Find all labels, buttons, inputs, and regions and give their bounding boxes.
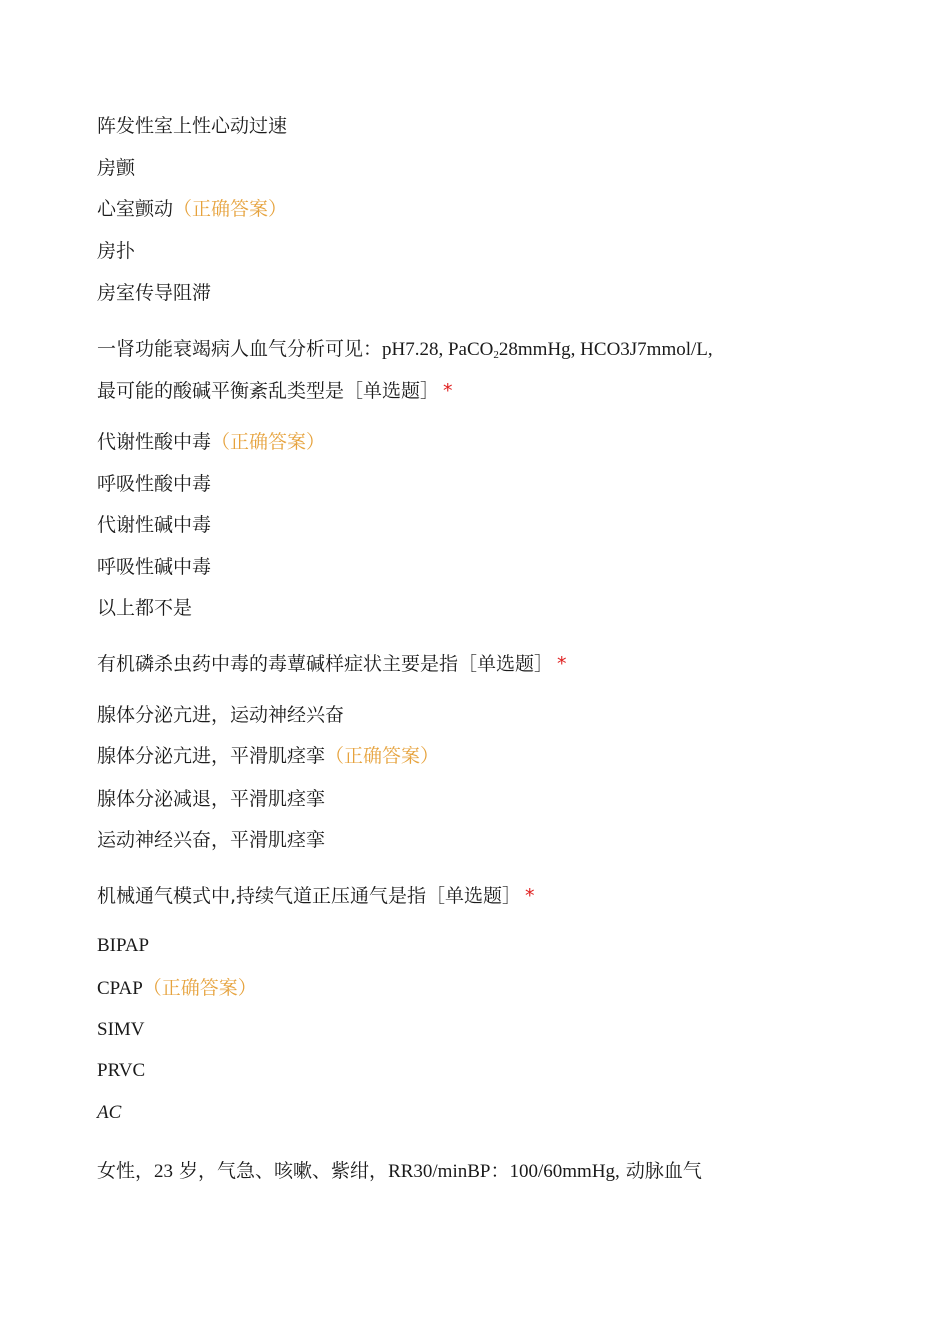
correct-answer-tag: （正确答案） (142, 977, 257, 999)
option-text: 呼吸性碱中毒 (97, 556, 212, 578)
option-text: 代谢性酸中毒 (97, 431, 212, 453)
option-text: 阵发性室上性心动过速 (97, 115, 288, 137)
question-text: 一肾功能衰竭病人血气分析可见： (97, 338, 383, 360)
option-text: 腺体分泌减退，平滑肌痉挛 (97, 788, 326, 810)
option-text: 腺体分泌亢进，运动神经兴奋 (97, 704, 345, 726)
question-stem (97, 884, 535, 908)
required-mark: * (443, 380, 453, 402)
correct-answer-tag: （正确答案） (211, 431, 326, 453)
option-text: 房室传导阻滞 (97, 282, 212, 304)
question-text-latin: 23 (154, 1161, 174, 1182)
option-text: PRVC (97, 1060, 146, 1081)
option-item (97, 555, 211, 579)
option-item (97, 1101, 121, 1125)
option-text: 心室颤动 (97, 198, 174, 220)
option-item (97, 114, 287, 138)
required-mark: * (525, 885, 535, 907)
question-text-latin: 28mmHg, HCO3J7mmol/L, (498, 339, 713, 360)
option-item (97, 934, 149, 958)
option-item (97, 703, 344, 727)
option-text: 腺体分泌亢进，平滑肌痉挛 (97, 745, 326, 767)
question-stem (97, 337, 713, 362)
option-item-correct (97, 197, 287, 221)
question-text: 岁，气急、咳嗽、紫绀， (173, 1160, 389, 1182)
question-stem (97, 1159, 702, 1184)
question-text: 动脉血气 (619, 1160, 702, 1182)
question-text-latin: pH7.28, PaCO (382, 339, 494, 360)
question-stem-line2 (97, 379, 453, 403)
question-text-latin: RR30/minBP：100/60mmHg, (388, 1161, 620, 1182)
option-text: 以上都不是 (97, 597, 193, 619)
option-item (97, 1059, 145, 1083)
option-item (97, 239, 135, 263)
option-item-correct (97, 744, 439, 768)
option-item-correct (97, 430, 325, 454)
option-text: 运动神经兴奋，平滑肌痉挛 (97, 829, 326, 851)
question-text: 有机磷杀虫药中毒的毒蕈碱样症状主要是指［单选题］ (97, 653, 554, 675)
option-text: 房颤 (97, 157, 136, 179)
option-item (97, 472, 211, 496)
correct-answer-tag: （正确答案） (173, 198, 288, 220)
question-stem (97, 652, 567, 676)
option-item (97, 828, 325, 852)
option-item (97, 1018, 145, 1042)
option-item (97, 281, 211, 305)
subscript: 2 (493, 349, 499, 361)
option-item (97, 156, 135, 180)
option-item (97, 513, 211, 537)
question-text: 女性， (97, 1160, 155, 1182)
option-item (97, 787, 325, 811)
option-text: BIPAP (97, 935, 150, 956)
required-mark: * (557, 653, 567, 675)
option-item (97, 596, 192, 620)
option-text: 房扑 (97, 240, 136, 262)
option-text: SIMV (97, 1019, 145, 1040)
option-text: 呼吸性酸中毒 (97, 473, 212, 495)
question-text: 最可能的酸碱平衡紊乱类型是［单选题］ (97, 380, 440, 402)
correct-answer-tag: （正确答案） (325, 745, 440, 767)
option-text: 代谢性碱中毒 (97, 514, 212, 536)
question-text: 机械通气模式中,持续气道正压通气是指［单选题］ (97, 885, 522, 907)
option-text: AC (97, 1102, 122, 1123)
option-item-correct (97, 976, 257, 1001)
option-text: CPAP (97, 978, 143, 999)
